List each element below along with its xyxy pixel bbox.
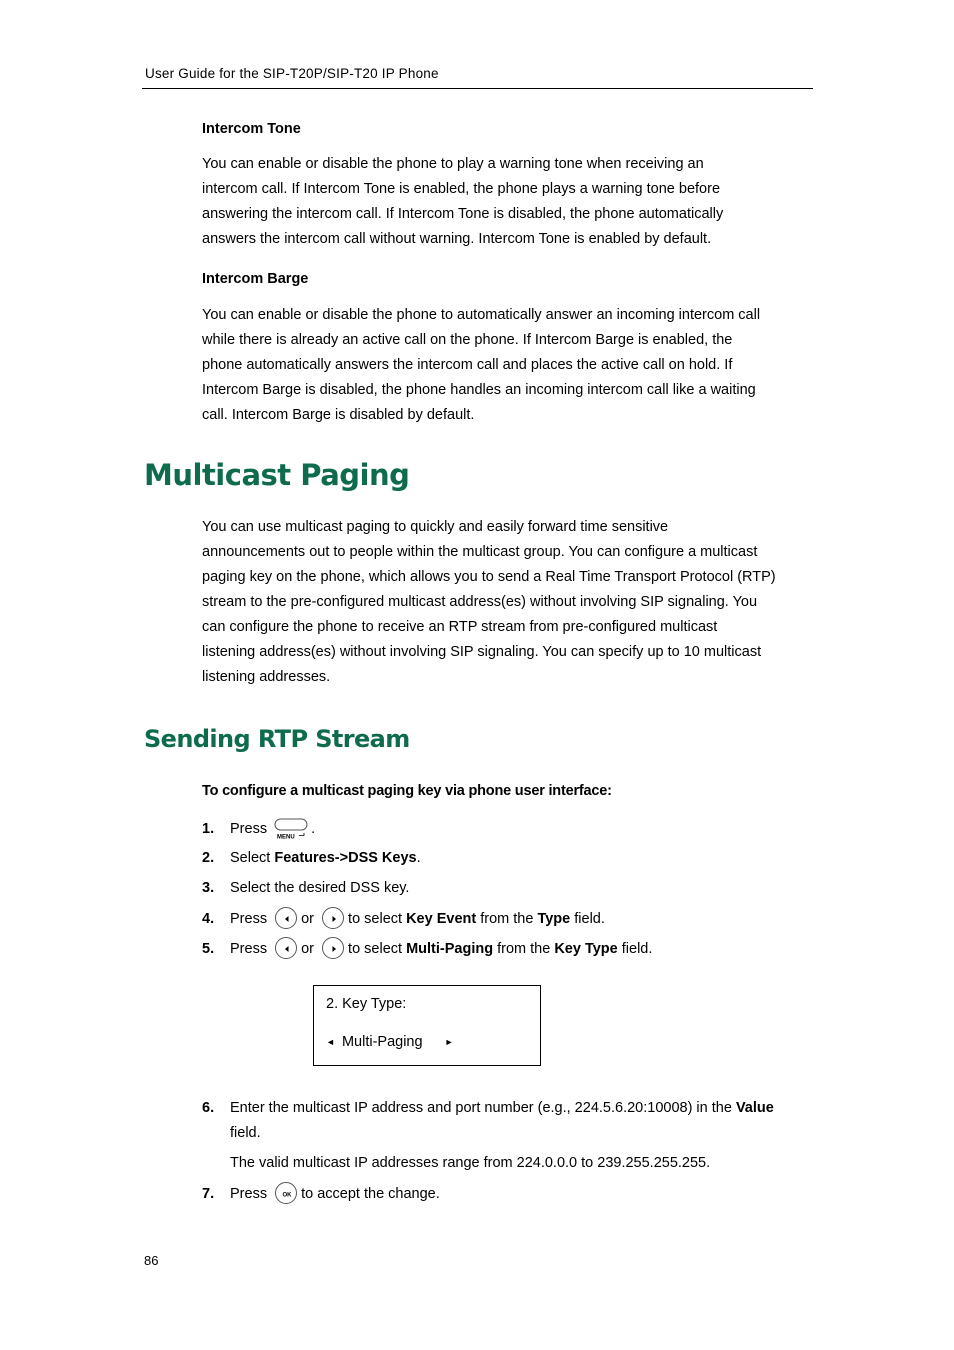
right-navigation-key-icon xyxy=(322,907,344,929)
intercom-tone-heading: Intercom Tone xyxy=(202,121,301,137)
step-3 xyxy=(202,878,409,898)
step-text: or xyxy=(301,940,315,957)
step-text: Select xyxy=(230,850,271,866)
lcd-value: Multi-Paging xyxy=(341,1034,423,1050)
lcd-title: 2. Key Type: xyxy=(326,996,407,1012)
paragraph-line: stream to the pre-configured multicast address(es) without involving SIP signaling. You xyxy=(202,594,758,610)
ok-key-icon xyxy=(275,1182,297,1204)
paragraph-line: phone automatically answers the intercom call and places the active call on hold. If xyxy=(202,357,733,373)
step-1 xyxy=(202,818,315,840)
step-number: 2. xyxy=(202,850,215,866)
step-text: to select xyxy=(348,910,403,927)
paragraph-line: You can use multicast paging to quickly and easily forward time sensitive xyxy=(202,519,669,535)
step-text: Press xyxy=(230,820,268,837)
header-divider xyxy=(142,88,813,89)
step-number: 6. xyxy=(202,1100,215,1116)
paragraph-line: call. Intercom Barge is disabled by default. xyxy=(202,407,475,423)
right-navigation-key-icon xyxy=(322,937,344,959)
paragraph-line: can configure the phone to receive an RTP stream from pre-configured multicast xyxy=(202,619,718,635)
multicast-paging-heading: Multicast Paging xyxy=(144,458,410,492)
procedure-title: To configure a multicast paging key via phone user interface: xyxy=(202,783,612,799)
menu-path-dss-keys: DSS Keys xyxy=(348,850,417,866)
step-number: 4. xyxy=(202,910,215,927)
step-text: or xyxy=(301,910,315,927)
field-value: Value xyxy=(735,1100,774,1116)
multicast-paging-paragraph xyxy=(202,515,814,690)
field-type: Type xyxy=(537,910,571,927)
step-5 xyxy=(202,938,652,960)
paragraph-line: answers the intercom call without warning. Intercom Tone is enabled by default. xyxy=(202,231,712,247)
paragraph-line: while there is already an active call on the phone. If Intercom Barge is enabled, the xyxy=(202,332,733,348)
step-text: Press xyxy=(230,1185,268,1202)
paragraph-line: announcements out to people within the multicast group. You can configure a multicast xyxy=(202,544,758,560)
paragraph-line: paging key on the phone, which allows you to send a Real Time Transport Protocol (RTP) xyxy=(202,569,776,585)
step-number: 5. xyxy=(202,940,215,957)
step-6-continuation: field. xyxy=(230,1125,261,1141)
left-arrow-icon: ◄ xyxy=(326,1037,335,1047)
menu-path-separator: -> xyxy=(334,850,349,866)
sending-rtp-stream-heading: Sending RTP Stream xyxy=(144,725,410,753)
paragraph-line: answering the intercom call. If Intercom Tone is disabled, the phone automatically xyxy=(202,206,724,222)
running-header: User Guide for the SIP-T20P/SIP-T20 IP Phone xyxy=(145,66,439,81)
step-text: from the xyxy=(480,910,534,927)
step-text: to select xyxy=(348,940,403,957)
paragraph-line: listening address(es) without involving SIP signaling. You can specify up to 10 multicast xyxy=(202,644,762,660)
step-4 xyxy=(202,908,605,930)
menu-path-features: Features xyxy=(274,850,335,866)
step-text: Press xyxy=(230,910,268,927)
step-text: . xyxy=(311,820,316,837)
left-navigation-key-icon xyxy=(275,907,297,929)
step-text: Select the desired DSS key. xyxy=(230,880,410,896)
paragraph-line: You can enable or disable the phone to automatically answer an incoming intercom call xyxy=(202,307,761,323)
intercom-barge-heading: Intercom Barge xyxy=(202,271,309,287)
step-2 xyxy=(202,848,421,868)
left-navigation-key-icon xyxy=(275,937,297,959)
step-text: field. xyxy=(621,940,653,957)
step-text: field. xyxy=(574,910,605,927)
step-number: 3. xyxy=(202,880,215,896)
option-multi-paging: Multi-Paging xyxy=(406,940,494,957)
step-text: from the xyxy=(497,940,551,957)
paragraph-line: You can enable or disable the phone to play a warning tone when receiving an xyxy=(202,156,704,172)
field-key-type: Key Type xyxy=(554,940,618,957)
menu-key-label: MENU xyxy=(277,834,295,840)
phone-lcd-screen xyxy=(313,985,541,1066)
step-6-note: The valid multicast IP addresses range from 224.0.0.0 to 239.255.255.255. xyxy=(230,1155,711,1171)
ok-key-label: OK xyxy=(282,1192,292,1199)
step-6 xyxy=(202,1098,774,1118)
paragraph-line: Intercom Barge is disabled, the phone handles an incoming intercom call like a waiting xyxy=(202,382,756,398)
paragraph-line: intercom call. If Intercom Tone is enabled, the phone plays a warning tone before xyxy=(202,181,721,197)
intercom-tone-paragraph xyxy=(202,152,814,252)
step-7 xyxy=(202,1183,440,1205)
intercom-barge-paragraph xyxy=(202,303,814,428)
right-arrow-icon: ► xyxy=(444,1037,454,1047)
step-text: Press xyxy=(230,940,268,957)
option-key-event: Key Event xyxy=(406,910,477,927)
step-number: 1. xyxy=(202,820,215,837)
step-text: . xyxy=(416,850,421,866)
step-number: 7. xyxy=(202,1185,215,1202)
page-number: 86 xyxy=(144,1253,159,1268)
menu-key-icon xyxy=(274,818,308,840)
step-text: Enter the multicast IP address and port number (e.g., 224.5.6.20:10008) in the xyxy=(230,1100,732,1116)
paragraph-line: listening addresses. xyxy=(202,669,331,685)
lcd-value-row xyxy=(326,1034,454,1050)
step-text: to accept the change. xyxy=(301,1185,440,1202)
